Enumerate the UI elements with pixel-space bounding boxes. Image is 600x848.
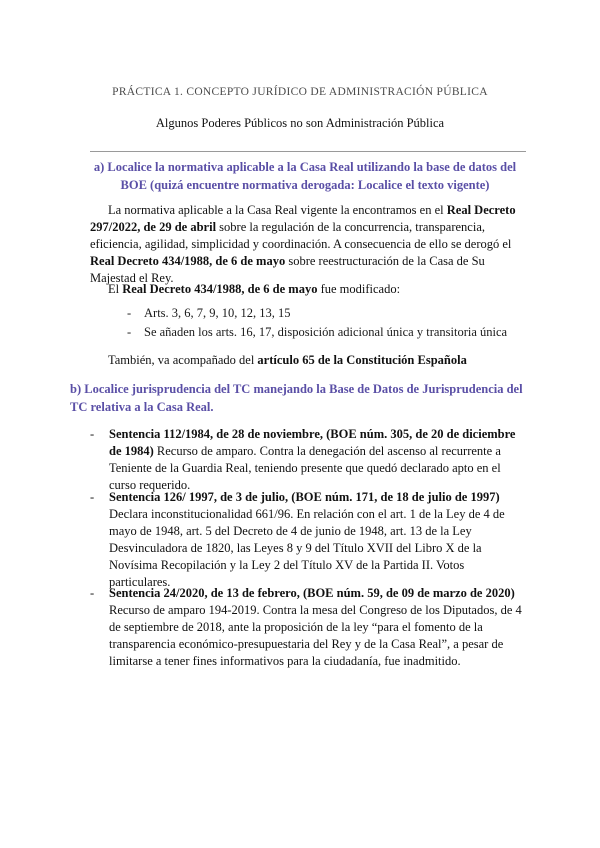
bullet-dash: - [127, 306, 132, 320]
ruling-title: Sentencia 112/1984, de 28 de noviembre, (BOE núm. 305, de 20 de diciembre de 1984) [109, 427, 516, 458]
p2-bold-decree: Real Decreto 434/1988, de 6 de mayo [122, 282, 318, 296]
ruling-description: Declara inconstitucionalidad 661/96. En relación con el art. 1 de la Ley de 4 de mayo de 1948, art. 5 del Decreto de 4 de junio de 1948, art. 13 de la Ley Desvinculadora de 1820, las Leyes 8 y 9 del Título XVII del Libro X de la Novísima Recopilación y la Ley 2 del Título XV de la Partida II. Votos particulares. [109, 507, 505, 589]
list-item-text: Se añaden los arts. 16, 17, disposición adicional única y transitoria única [144, 325, 508, 339]
list-item [127, 324, 527, 341]
page-subtitle: Algunos Poderes Públicos no son Administración Pública [155, 116, 445, 130]
ruling-title: Sentencia 126/ 1997, de 3 de julio, (BOE núm. 171, de 18 de julio de 1997) [109, 490, 500, 504]
p1-text-1: La normativa aplicable a la Casa Real vigente la encontramos en el [108, 203, 447, 217]
p2-text-1: El [108, 282, 123, 296]
ruling-dash: - [90, 490, 95, 504]
ruling-description: Recurso de amparo 194-2019. Contra la mesa del Congreso de los Diputados, de 4 de septiembre de 2018, ante la proposición de la ley “para el fomento de la transparencia económico-presupuestaria del Rey y de la Casa Real”, a pesar de limitarse a tener fines informativos para la ciudadanía, fue inadmitido. [109, 603, 522, 668]
list-item-text: Arts. 3, 6, 7, 9, 10, 12, 13, 15 [144, 306, 291, 320]
ruling-dash: - [90, 586, 95, 600]
p3-bold-article: artículo 65 de la Constitución Española [257, 353, 467, 367]
list-item [127, 305, 527, 322]
ruling-item [90, 426, 528, 494]
ruling-item [90, 585, 528, 670]
section-a-paragraph-2 [108, 281, 528, 298]
modification-list [127, 305, 527, 343]
p1-bold-decree-2022: Real Decreto 297/2022, de 29 de abril [90, 203, 516, 234]
section-a-paragraph-3 [108, 352, 528, 369]
p3-text-1: También, va acompañado del [108, 353, 258, 367]
bullet-dash: - [127, 325, 132, 339]
ruling-item [90, 489, 528, 591]
section-a-paragraph-1 [90, 202, 530, 287]
ruling-dash: - [90, 427, 95, 441]
ruling-title: Sentencia 24/2020, de 13 de febrero, (BOE núm. 59, de 09 de marzo de 2020) [109, 586, 515, 600]
p1-text-3: sobre reestructuración de la Casa de Su Majestad el Rey. [90, 254, 485, 285]
p2-text-2: fue modificado: [317, 282, 401, 296]
section-b-heading: b) Localice jurisprudencia del TC manejando la Base de Datos de Jurisprudencia del TC relativa a la Casa Real. [70, 382, 523, 414]
page-title: PRÁCTICA 1. CONCEPTO JURÍDICO DE ADMINISTRACIÓN PÚBLICA [112, 86, 488, 98]
p1-text-2: sobre la regulación de la concurrencia, transparencia, eficiencia, agilidad, simplicidad y coordinación. A consecuencia de ello se derogó el [90, 220, 512, 251]
title-divider [90, 151, 526, 152]
ruling-description: Recurso de amparo. Contra la denegación del ascenso al recurrente a Teniente de la Guardia Real, teniendo presente que quedó declarado apto en el curso requerido. [109, 444, 501, 492]
section-a-heading: a) Localice la normativa aplicable a la Casa Real utilizando la base de datos del BOE (quizá encuentre normativa derogada: Localice el texto vigente) [93, 160, 517, 192]
p1-bold-decree-1988: Real Decreto 434/1988, de 6 de mayo [90, 254, 286, 268]
